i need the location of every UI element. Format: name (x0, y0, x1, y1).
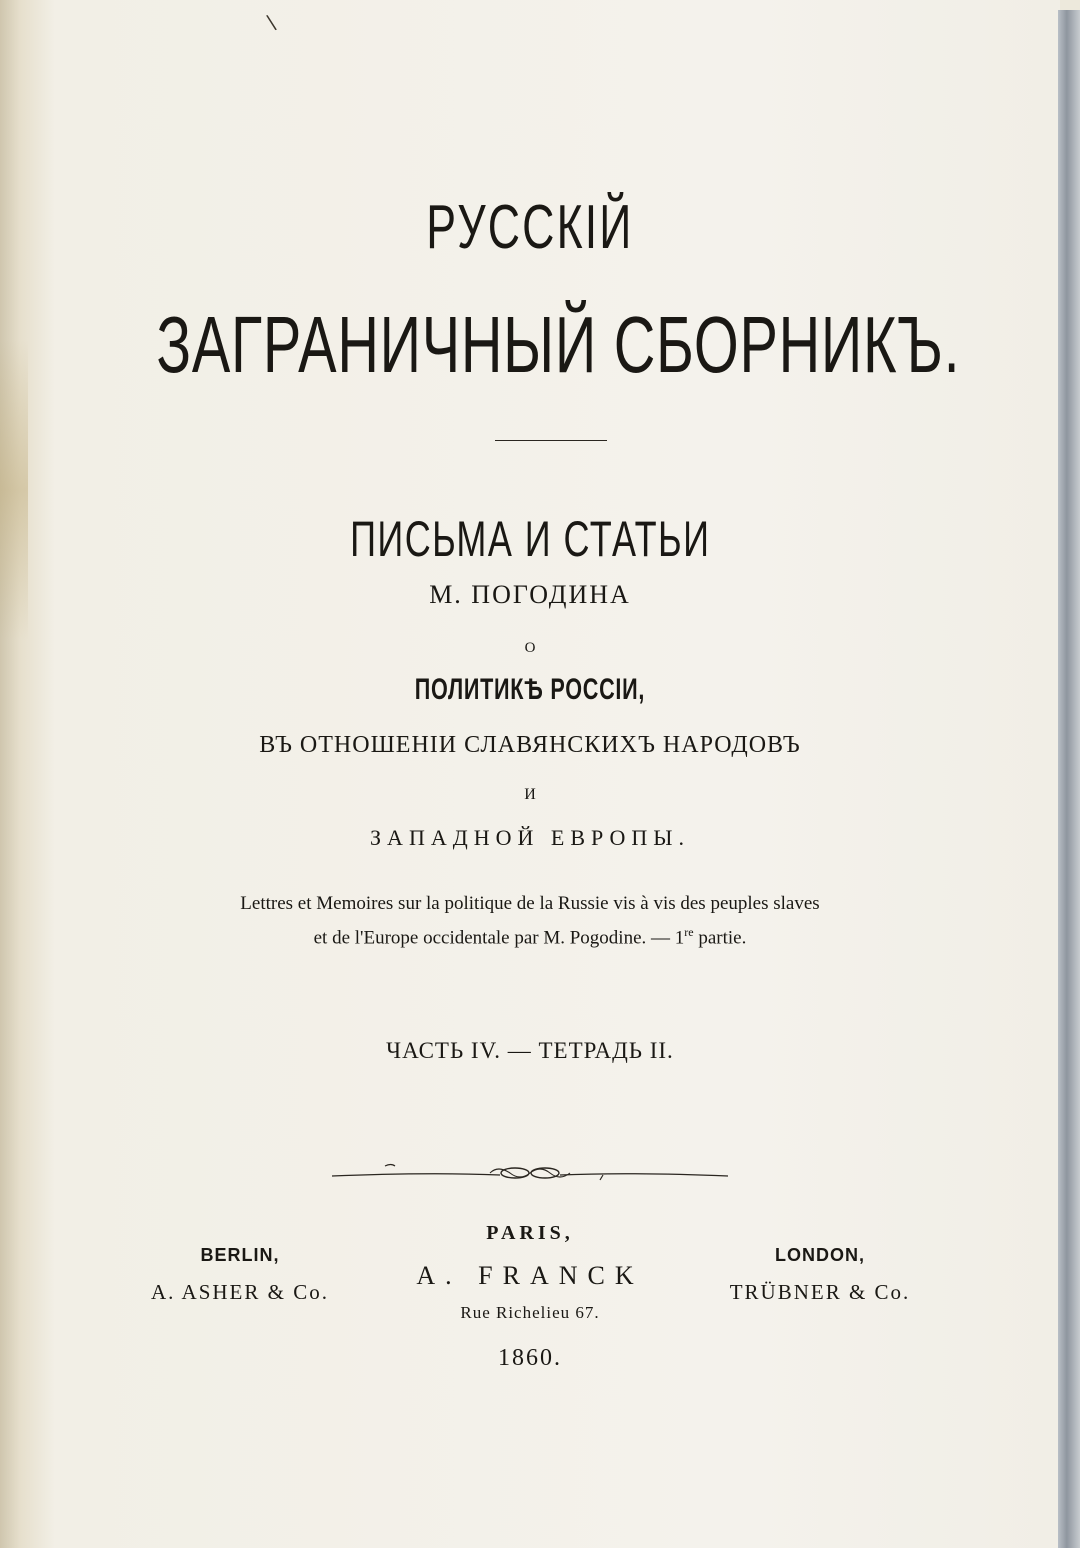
subtitle-europe: ЗАПАДНОЙ ЕВРОПЫ. (370, 825, 690, 850)
publisher-berlin (130, 1245, 350, 1305)
subtitle-politics: ПОЛИТИКѢ РОССІИ, (414, 673, 646, 706)
page-edge (1058, 10, 1080, 1548)
title-line-1: РУССКІЙ (426, 193, 634, 262)
publisher-london-name: TRÜBNER & Co. (729, 1280, 911, 1304)
author-name: М. ПОГОДИНА (429, 580, 631, 609)
pencil-mark: \ (265, 9, 278, 35)
subtitle-o: О (524, 640, 536, 656)
publisher-paris-name: A. FRANCK (416, 1261, 644, 1290)
publisher-berlin-city: BERLIN, (200, 1245, 280, 1265)
title-line-2: ЗАГРАНИЧНЫЙ СБОРНИКЪ. (156, 300, 961, 389)
subtitle-and: И (524, 786, 536, 803)
subtitle-letters: ПИСЬМА И СТАТЬИ (349, 511, 711, 567)
publication-year: 1860. (498, 1345, 562, 1371)
publisher-london (700, 1245, 940, 1305)
publisher-paris (400, 1222, 660, 1372)
part-number: ЧАСТЬ IV. — ТЕТРАДЬ II. (386, 1038, 674, 1063)
subtitle-relation: ВЪ ОТНОШЕНІИ СЛАВЯНСКИХЪ НАРОДОВЪ (259, 732, 801, 758)
publisher-berlin-name: A. ASHER & Co. (151, 1280, 329, 1304)
french-title-line-2: et de l'Europe occidentale par M. Pogodine. — 1re partie. (313, 925, 747, 949)
publisher-london-city: LONDON, (775, 1245, 865, 1265)
title-divider (495, 440, 607, 441)
publisher-paris-address: Rue Richelieu 67. (460, 1303, 600, 1322)
ornament-flourish (330, 1158, 730, 1188)
french-title-line-1: Lettres et Memoires sur la politique de la Russie vis à vis des peuples slaves (240, 893, 820, 914)
publisher-paris-city: PARIS, (486, 1222, 574, 1244)
